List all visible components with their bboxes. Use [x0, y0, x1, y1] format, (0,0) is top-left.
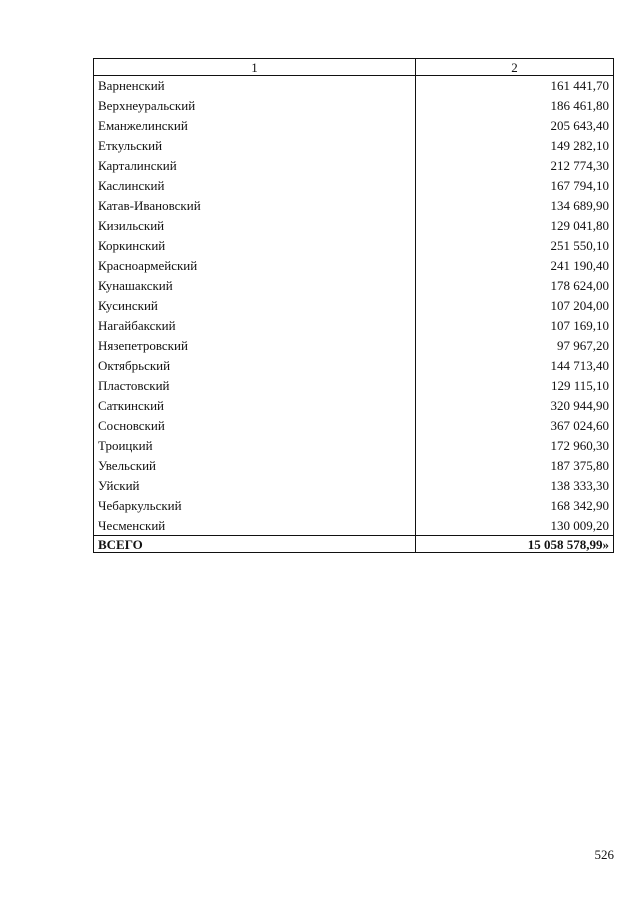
district-name: Нязепетровский: [94, 336, 416, 356]
amount-value: 161 441,70: [416, 76, 614, 96]
header-col-1: 1: [94, 59, 416, 76]
district-name: Троицкий: [94, 436, 416, 456]
table-row: [94, 516, 614, 536]
table-row: [94, 276, 614, 296]
amount-value: 129 041,80: [416, 216, 614, 236]
page-number: 526: [594, 847, 614, 862]
budget-table: [93, 58, 614, 553]
table-row: [94, 376, 614, 396]
header-col-2: 2: [416, 59, 614, 76]
district-name: Верхнеуральский: [94, 96, 416, 116]
amount-value: 178 624,00: [416, 276, 614, 296]
table-row: [94, 496, 614, 516]
amount-value: 167 794,10: [416, 176, 614, 196]
district-name: Чесменский: [94, 516, 416, 536]
amount-value: 149 282,10: [416, 136, 614, 156]
amount-value: 320 944,90: [416, 396, 614, 416]
table-row: [94, 336, 614, 356]
district-name: Сосновский: [94, 416, 416, 436]
amount-value: 168 342,90: [416, 496, 614, 516]
district-name: Коркинский: [94, 236, 416, 256]
district-name: Чебаркульский: [94, 496, 416, 516]
table-row: [94, 456, 614, 476]
district-name: Еткульский: [94, 136, 416, 156]
district-name: Кусинский: [94, 296, 416, 316]
amount-value: 130 009,20: [416, 516, 614, 536]
table-row: [94, 396, 614, 416]
district-name: Катав-Ивановский: [94, 196, 416, 216]
table-row: [94, 476, 614, 496]
table-row: [94, 156, 614, 176]
amount-value: 187 375,80: [416, 456, 614, 476]
table-header: [94, 59, 614, 76]
amount-value: 212 774,30: [416, 156, 614, 176]
district-name: Красноармейский: [94, 256, 416, 276]
amount-value: 97 967,20: [416, 336, 614, 356]
district-name: Саткинский: [94, 396, 416, 416]
amount-value: 107 204,00: [416, 296, 614, 316]
amount-value: 241 190,40: [416, 256, 614, 276]
amount-value: 251 550,10: [416, 236, 614, 256]
district-name: Нагайбакский: [94, 316, 416, 336]
district-name: Кизильский: [94, 216, 416, 236]
amount-value: 186 461,80: [416, 96, 614, 116]
table-row: [94, 216, 614, 236]
amount-value: 107 169,10: [416, 316, 614, 336]
amount-value: 172 960,30: [416, 436, 614, 456]
district-name: Варненский: [94, 76, 416, 96]
district-name: Уйский: [94, 476, 416, 496]
district-name: Каслинский: [94, 176, 416, 196]
table-row: [94, 256, 614, 276]
district-name: Карталинский: [94, 156, 416, 176]
district-name: Еманжелинский: [94, 116, 416, 136]
table-row: [94, 436, 614, 456]
district-name: Пластовский: [94, 376, 416, 396]
table-row: [94, 356, 614, 376]
table-row: [94, 176, 614, 196]
total-row: [94, 536, 614, 553]
table-row: [94, 316, 614, 336]
table-body: [94, 76, 614, 536]
amount-value: 138 333,30: [416, 476, 614, 496]
district-name: Кунашакский: [94, 276, 416, 296]
amount-value: 134 689,90: [416, 196, 614, 216]
table-row: [94, 236, 614, 256]
header-row: [94, 59, 614, 76]
table-row: [94, 76, 614, 96]
table-row: [94, 196, 614, 216]
table-footer: [94, 536, 614, 553]
table-row: [94, 416, 614, 436]
amount-value: 205 643,40: [416, 116, 614, 136]
total-value: 15 058 578,99»: [416, 536, 614, 553]
district-name: Октябрьский: [94, 356, 416, 376]
table-row: [94, 136, 614, 156]
total-label: ВСЕГО: [94, 536, 416, 553]
amount-value: 367 024,60: [416, 416, 614, 436]
district-name: Увельский: [94, 456, 416, 476]
table-row: [94, 96, 614, 116]
amount-value: 144 713,40: [416, 356, 614, 376]
table-row: [94, 116, 614, 136]
amount-value: 129 115,10: [416, 376, 614, 396]
table-row: [94, 296, 614, 316]
